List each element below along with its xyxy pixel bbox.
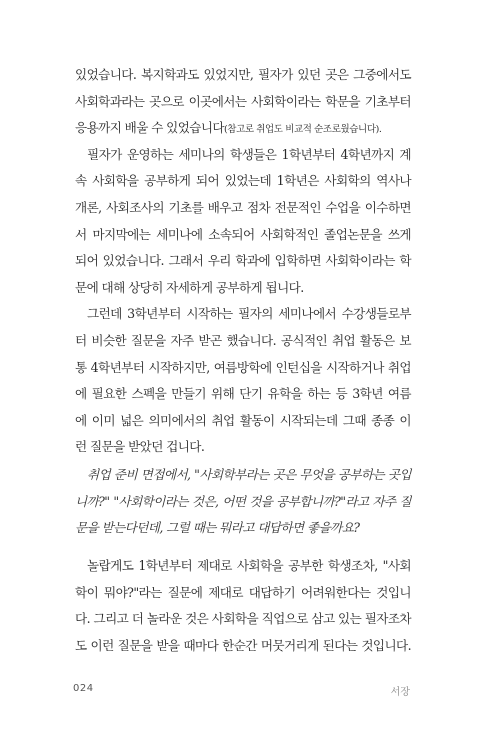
text-line: 있었습니다. 복지학과도 있었지만, 필자가 있던 곳은 그중에서도	[75, 67, 411, 82]
text-line: 문에 대해 상당히 자세하게 공부하게 됩니다.	[75, 279, 304, 295]
text-line: 통 4학년부터 시작하지만, 여름방학에 인턴십을 시작하거나 취업	[75, 359, 411, 375]
text-line: 도 이런 질문을 받을 때마다 한순간 머뭇거리게 된다는 것입니다.	[75, 637, 411, 653]
quote-line: 니까?" "사회학이라는 것은, 어떤 것을 공부합니까?"라고 자주 질	[75, 493, 411, 509]
quote-block	[75, 462, 411, 542]
text-line: 학이 뭐야?"라는 질문에 제대로 대답하기 어려워한다는 것입니	[75, 584, 411, 600]
text-line: 개론, 사회조사의 기초를 배우고 점차 전문적인 수업을 이수하면	[75, 199, 411, 215]
text-line: 놀랍게도 1학년부터 제대로 사회학을 공부한 학생조차, "사회	[87, 558, 411, 573]
text-line: 필자가 운영하는 세미나의 학생들은 1학년부터 4학년까지 계	[87, 146, 411, 162]
main-text-upper	[75, 62, 411, 461]
text-line: 터 비슷한 질문을 자주 받곤 했습니다. 공식적인 취업 활동은 보	[75, 332, 411, 348]
text-line: 속 사회학을 공부하게 되어 있었는데 1학년은 사회학의 역사나	[75, 173, 411, 189]
running-footer-chapter: 서장	[390, 687, 410, 698]
text-line: 에 필요한 스펙을 만들기 위해 단기 유학을 하는 등 3학년 여름	[75, 386, 411, 402]
text-line: 다. 그리고 더 놀라운 것은 사회학을 직업으로 삼고 있는 필자조차	[75, 611, 411, 627]
text-line-note: (참고로 취업도 비교적 순조로웠습니다).	[224, 124, 382, 136]
text-line	[75, 115, 411, 142]
page-number: 024	[73, 683, 94, 694]
text-line-main: 응용까지 배울 수 있었습니다	[75, 120, 224, 136]
text-line: 사회학과라는 곳으로 이곳에서는 사회학이라는 학문을 기초부터	[75, 93, 411, 109]
text-line: 되어 있었습니다. 그래서 우리 학과에 입학하면 사회학이라는 학	[75, 253, 411, 269]
quote-line: 문을 받는다던데, 그럴 때는 뭐라고 대답하면 좋을까요?	[75, 520, 360, 536]
text-line: 런 질문을 받았던 겁니다.	[75, 439, 205, 455]
quote-line: 취업 준비 면접에서, "사회학부라는 곳은 무엇을 공부하는 곳입	[87, 467, 411, 482]
text-line: 에 이미 넓은 의미에서의 취업 활동이 시작되는데 그때 종종 이	[75, 412, 411, 428]
text-line: 그런데 3학년부터 시작하는 필자의 세미나에서 수강생들로부	[87, 306, 411, 322]
main-text-lower	[75, 553, 411, 659]
text-line: 서 마지막에는 세미나에 소속되어 사회학적인 졸업논문을 쓰게	[75, 226, 411, 242]
